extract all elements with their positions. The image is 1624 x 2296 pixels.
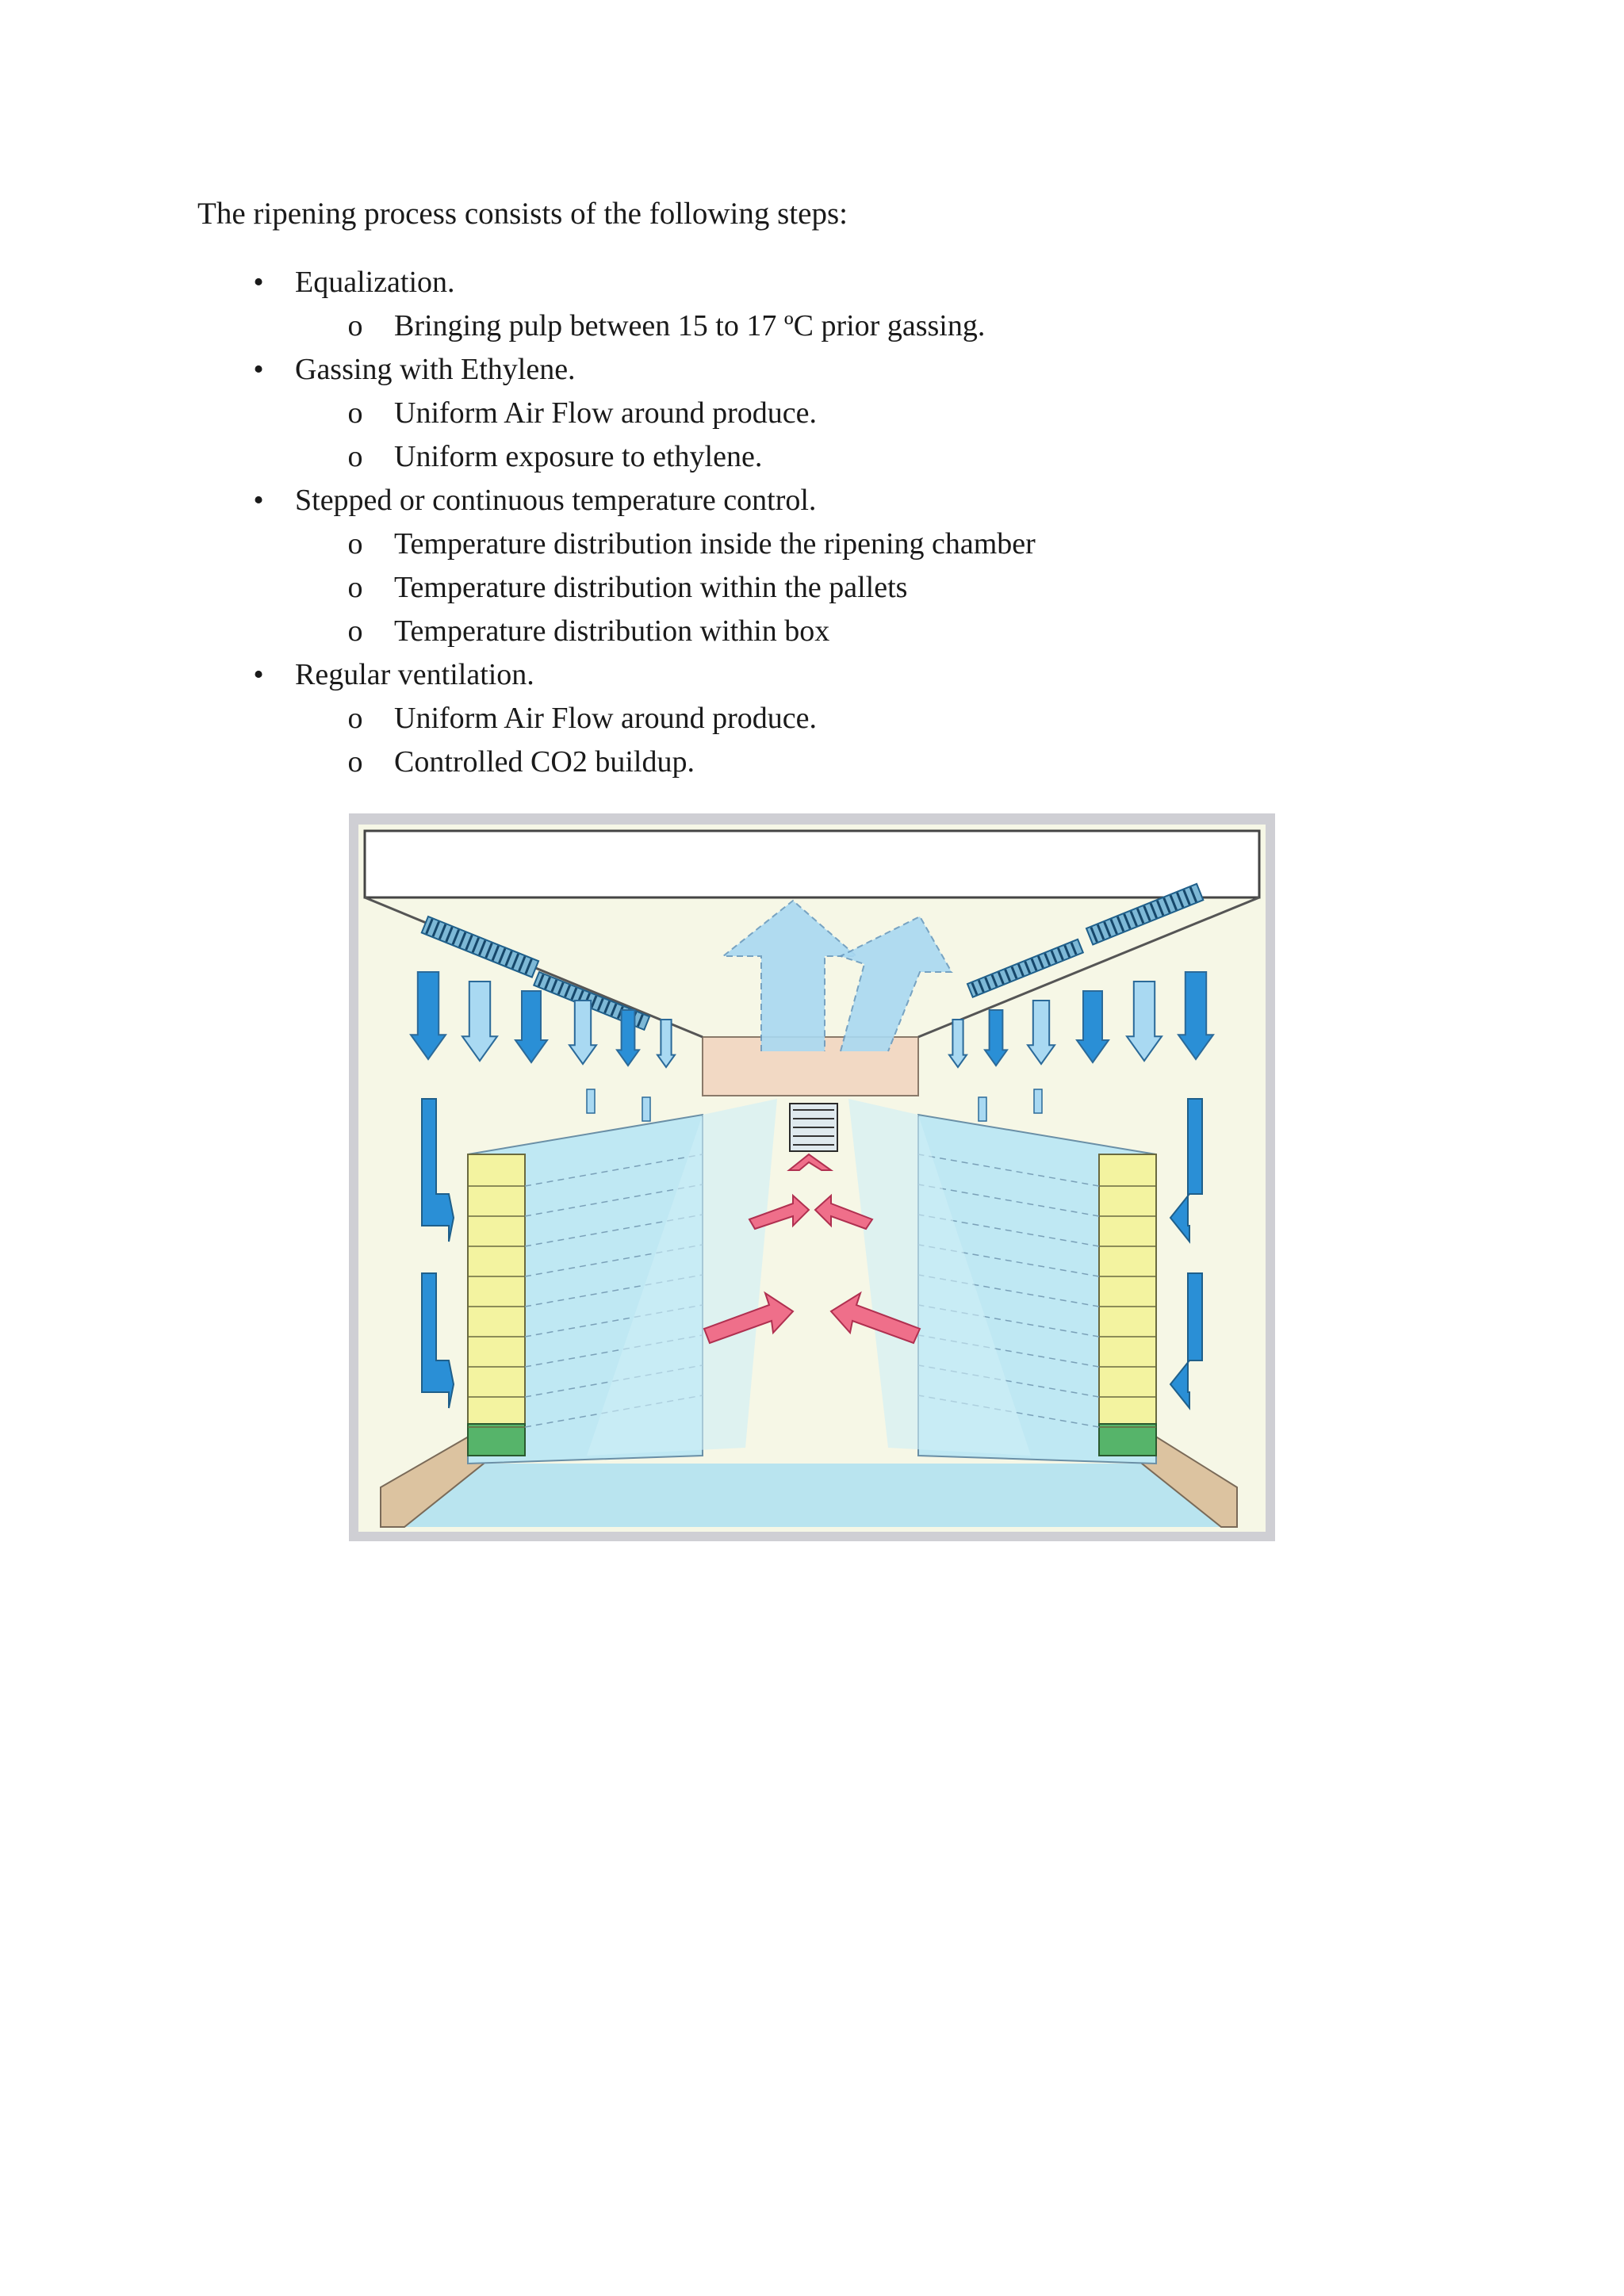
sub-step-label: Bringing pulp between 15 to 17 ºC prior gassing.: [394, 309, 986, 342]
air-stub-icon: [642, 1097, 650, 1121]
left-stack-front: [468, 1154, 525, 1424]
sub-bullet-marker: o: [347, 702, 363, 735]
sub-step-label: Temperature distribution within the pallets: [394, 571, 908, 604]
sub-bullet-marker: o: [347, 614, 363, 648]
step-label: Regular ventilation.: [295, 658, 534, 691]
sub-step-label: Temperature distribution within box: [394, 614, 830, 648]
step-label: Stepped or continuous temperature control.: [295, 484, 817, 517]
sub-step-label: Uniform Air Flow around produce.: [394, 396, 817, 430]
left-stack-base: [468, 1424, 525, 1456]
sub-bullet-marker: o: [347, 309, 363, 342]
right-stack-base: [1099, 1424, 1156, 1456]
sub-step-label: Controlled CO2 buildup.: [394, 745, 695, 779]
step-label: Gassing with Ethylene.: [295, 353, 576, 386]
bullet-marker: •: [253, 266, 264, 299]
air-stub-icon: [979, 1097, 986, 1121]
sub-bullet-marker: o: [347, 745, 363, 779]
air-stub-icon: [1034, 1089, 1042, 1113]
sub-bullet-marker: o: [347, 527, 363, 561]
sub-step-label: Uniform exposure to ethylene.: [394, 440, 763, 473]
air-stub-icon: [587, 1089, 595, 1113]
sub-step-label: Temperature distribution inside the ripening chamber: [394, 527, 1036, 561]
right-stack-front: [1099, 1154, 1156, 1424]
sub-bullet-marker: o: [347, 440, 363, 473]
ripening-chamber-illustration: [349, 813, 1275, 1541]
step-label: Equalization.: [295, 266, 455, 299]
sub-bullet-marker: o: [347, 571, 363, 604]
intro-paragraph: The ripening process consists of the following steps:: [197, 197, 848, 231]
ceiling-band: [365, 831, 1259, 897]
bullet-marker: •: [253, 658, 264, 691]
chamber-floor: [381, 1464, 1237, 1527]
sub-step-label: Uniform Air Flow around produce.: [394, 702, 817, 735]
sub-bullet-marker: o: [347, 396, 363, 430]
bullet-marker: •: [253, 353, 264, 386]
bullet-marker: •: [253, 484, 264, 517]
ripening-chamber-figure: [349, 813, 1275, 1541]
